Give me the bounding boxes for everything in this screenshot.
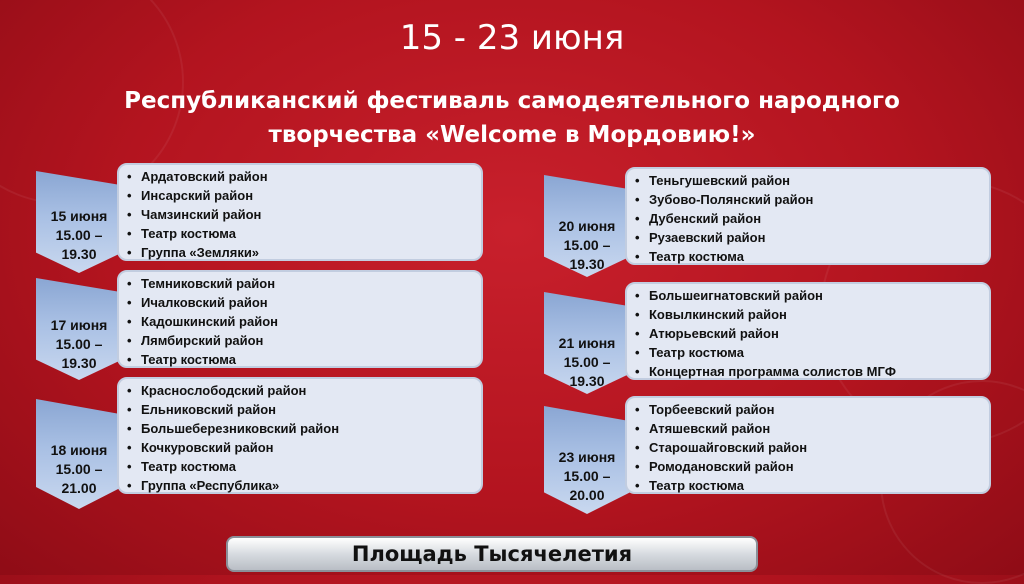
date-label [544,217,630,274]
list-item: • Дубенский район [627,209,989,228]
list-item: • Концертная программа солистов МГФ [627,362,989,381]
list-item: • Рузаевский район [627,228,989,247]
list-item: • Большеигнатовский район [627,286,989,305]
time-start-text: 15.00 – [563,237,611,253]
list-item: • Ковылкинский район [627,305,989,324]
time-end-text: 19.30 [61,355,97,371]
day-text: 15 июня [50,208,108,224]
time-start-text: 15.00 – [563,468,611,484]
festival-title-line-1: Республиканский фестиваль самодеятельного народного [124,88,900,114]
list-item: • Темниковский район [119,274,481,293]
list-item: • Большеберезниковский район [119,419,481,438]
day-text: 23 июня [558,449,616,465]
day-text: 21 июня [558,335,616,351]
list-item: • Атяшевский район [627,419,989,438]
time-start-text: 15.00 – [55,336,103,352]
list-item: • Кадошкинский район [119,312,481,331]
list-item: • Театр костюма [627,247,989,266]
list-item: • Зубово-Полянский район [627,190,989,209]
district-list-panel [625,167,991,265]
list-item: • Инсарский район [119,186,481,205]
list-item: • Театр костюма [627,476,989,495]
list-item: • Ардатовский район [119,167,481,186]
district-list-panel [117,270,483,368]
schedule-day-23 [544,396,994,514]
festival-title-line-2: творчества «Welcome в Мордовию!» [268,122,756,148]
time-end-text: 21.00 [61,480,97,496]
district-list-panel [625,282,991,380]
district-list-panel [625,396,991,494]
list-item: • Театр костюма [119,457,481,476]
schedule-day-20 [544,167,994,277]
list-item: • Торбеевский район [627,400,989,419]
schedule-day-15 [36,163,486,273]
date-label [36,316,122,373]
time-end-text: 19.30 [61,246,97,262]
district-list [627,398,989,495]
list-item: • Ромодановский район [627,457,989,476]
time-end-text: 19.30 [569,256,605,272]
time-end-text: 19.30 [569,373,605,389]
list-item: • Ичалковский район [119,293,481,312]
schedule-day-17 [36,270,486,380]
time-start-text: 15.00 – [55,227,103,243]
date-label [544,334,630,391]
list-item: • Старошайговский район [627,438,989,457]
district-list-panel [117,163,483,261]
list-item: • Кочкуровский район [119,438,481,457]
district-list [119,165,481,262]
list-item: • Краснослободский район [119,381,481,400]
schedule-day-21 [544,282,994,394]
list-item: • Лямбирский район [119,331,481,350]
list-item: • Ельниковский район [119,400,481,419]
list-item: • Чамзинский район [119,205,481,224]
day-text: 17 июня [50,317,108,333]
date-range-heading: 15 - 23 июня [399,18,625,58]
list-item: • Теньгушевский район [627,171,989,190]
time-start-text: 15.00 – [55,461,103,477]
district-list [119,379,481,495]
district-list [119,272,481,369]
district-list-panel [117,377,483,494]
district-list [627,169,989,266]
list-item: • Театр костюма [119,224,481,243]
list-item: • Театр костюма [119,350,481,369]
venue-banner: Площадь Тысячелетия [226,536,758,572]
day-text: 18 июня [50,442,108,458]
date-label [544,448,630,505]
list-item: • Группа «Республика» [119,476,481,495]
time-end-text: 20.00 [569,487,605,503]
list-item: • Атюрьевский район [627,324,989,343]
time-start-text: 15.00 – [563,354,611,370]
date-label [36,441,122,498]
schedule-day-18 [36,377,486,509]
list-item: • Театр костюма [627,343,989,362]
district-list [627,284,989,381]
day-text: 20 июня [558,218,616,234]
list-item: • Группа «Земляки» [119,243,481,262]
date-label [36,207,122,264]
festival-title [0,84,1024,152]
